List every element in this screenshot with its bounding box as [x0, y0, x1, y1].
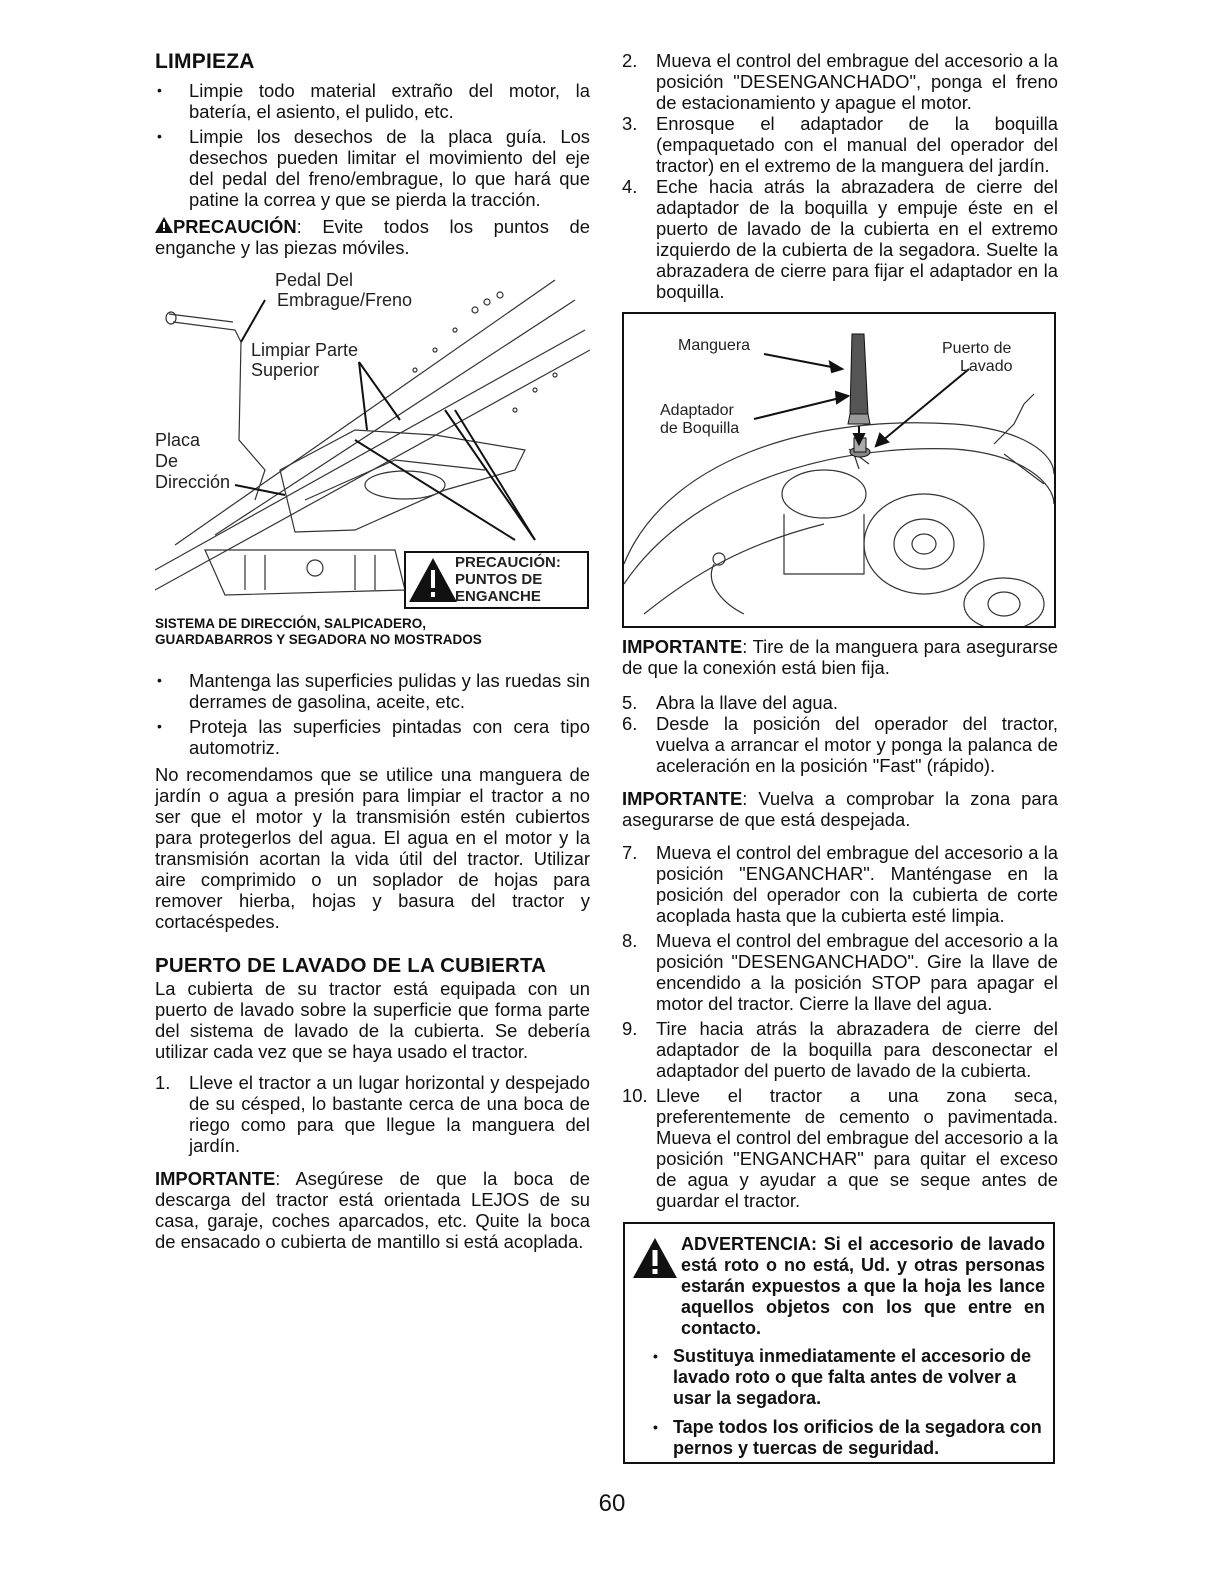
caution-paragraph — [155, 216, 590, 258]
list-item — [155, 1072, 590, 1156]
list-item: • Proteja las superficies pintadas con cera tipo automotriz. — [155, 716, 590, 758]
steering-plate-figure — [155, 270, 590, 612]
caution-label: PRECAUCIÓN — [173, 216, 297, 237]
step-number: 8. — [622, 930, 638, 951]
important-text: : Asegúrese de que la boca de descarga del tractor está orientada LEJOS de su casa, garaje, coches aparcados, etc. Quite la boca de ensacado o cubierta de mantillo si está acoplada. — [155, 1168, 590, 1252]
wash-port-figure — [622, 312, 1056, 628]
list-item — [622, 113, 1058, 176]
label-adapter: Adaptador — [660, 402, 734, 419]
list-item — [622, 692, 1058, 713]
important-label: IMPORTANTE — [155, 1168, 276, 1189]
step-text: Lleve el tractor a un lugar horizontal y despejado de su césped, lo bastante cerca de una boca de riego como para que llegue la manguera del jardín. — [189, 1072, 590, 1156]
label-clean: Limpiar Parte — [251, 340, 359, 360]
list-item — [622, 930, 1058, 1014]
step-text: Lleve el tractor a una zona seca, preferentemente de cemento o pavimentada. Mueva el control del embrague del accesorio a la posición "ENGANCHAR" para quitar el exceso de agua y ayudar a que se seque antes de guardar el tractor. — [656, 1085, 1058, 1211]
list-item — [622, 1085, 1058, 1211]
step-text: Desde la posición del operador del tractor, vuelva a arrancar el motor y ponga la palanca de aceleración en la posición "Fast" (rápido). — [656, 713, 1058, 776]
important-note-3 — [622, 788, 1058, 830]
list-item: • Tape todos los orificios de la segadora con pernos y tuercas de seguridad. — [651, 1417, 1045, 1459]
warn-line-1: PRECAUCIÓN: — [455, 554, 561, 571]
list-item — [622, 50, 1058, 113]
step-number: 6. — [622, 713, 638, 734]
caption-line-2: GUARDABARROS Y SEGADORA NO MOSTRADOS — [155, 632, 482, 647]
important-text: : Vuelva a comprobar la zona para asegurarse de que está despejada. — [622, 788, 1058, 830]
label-pedal: Pedal Del — [275, 270, 354, 290]
label-plate-2: De — [155, 451, 179, 471]
list-item: • Mantenga las superficies pulidas y las ruedas sin derrames de gasolina, aceite, etc. — [155, 670, 590, 712]
label-port-2: Lavado — [960, 358, 1013, 375]
warning-list — [651, 1346, 1045, 1467]
label-pedal-2: Embrague/Freno — [277, 290, 413, 310]
hose-warning-paragraph: No recomendamos que se utilice una manguera de jardín o agua a presión para limpiar el tractor a no ser que el motor y la transmisión estén cubiertos para protegerlos del agua. El agua en el motor y la transmisión acortan la vida útil del tractor. Utilizar aire comprimido o un soplador de hojas para remover hierba, hojas y basura del tractor y cortacéspedes. — [155, 764, 590, 932]
label-plate: Placa — [155, 430, 201, 450]
list-item: • Limpie todo material extraño del motor, la batería, el asiento, el pulido, etc. — [155, 80, 590, 122]
label-clean-2: Superior — [251, 360, 320, 380]
warning-triangle-icon — [155, 216, 173, 237]
step-number: 5. — [622, 692, 638, 713]
steps-7-10 — [622, 842, 1058, 1211]
important-label: IMPORTANTE — [622, 636, 743, 657]
step-text: Mueva el control del embrague del accesorio a la posición "DESENGANCHADO", ponga el freno de estacionamiento y apague el motor. — [656, 50, 1058, 113]
step-text: Eche hacia atrás la abrazadera de cierre del adaptador de la boquilla y empuje éste en el puerto de lavado de la cubierta en el extremo izquierdo de la cubierta de la segadora. Suelte la abrazadera de cierre para fijar el adaptador en la boquilla. — [656, 176, 1058, 302]
step-text: Mueva el control del embrague del accesorio a la posición "DESENGANCHADO". Gire la llave de encendido a la posición STOP para apagar el motor del tractor. Cierre la llave del agua. — [656, 930, 1058, 1014]
important-note-2 — [622, 636, 1058, 678]
label-adapter-2: de Boquilla — [660, 420, 740, 437]
label-port: Puerto de — [942, 340, 1012, 357]
step-number: 9. — [622, 1018, 638, 1039]
warning-triangle-icon — [633, 1238, 677, 1278]
important-note-1 — [155, 1168, 590, 1252]
important-label: IMPORTANTE — [622, 788, 743, 809]
step-text: Abra la llave del agua. — [656, 692, 838, 713]
section-title-limpieza: LIMPIEZA — [155, 50, 255, 73]
warn-line-3: ENGANCHE — [455, 588, 541, 605]
page-number: 60 — [598, 1490, 626, 1517]
steps-5-6 — [622, 692, 1058, 776]
list-item: • Sustituya inmediatamente el accesorio de lavado roto o que falta antes de volver a usar la segadora. — [651, 1346, 1045, 1409]
step-text: Tire hacia atrás la abrazadera de cierre del adaptador de la boquilla para desconectar el adaptador del puerto de lavado de la cubierta. — [656, 1018, 1058, 1081]
important-text: : Tire de la manguera para asegurarse de que la conexión está bien fija. — [622, 636, 1058, 678]
wash-port-intro: La cubierta de su tractor está equipada con un puerto de lavado sobre la superficie que forma parte del sistema de lavado de la cubierta. Se debería utilizar cada vez que se haya usado el tractor. — [155, 978, 590, 1062]
list-item — [622, 1018, 1058, 1081]
step-number: 1. — [155, 1072, 171, 1093]
list-item — [622, 842, 1058, 926]
figure-caption — [155, 616, 590, 648]
step-text: Enrosque el adaptador de la boquilla (empaquetado con el manual del operador del tractor) en el extremo de la manguera del jardín. — [656, 113, 1058, 176]
label-plate-3: Dirección — [155, 472, 231, 492]
steps-left — [155, 1072, 590, 1156]
step-number: 10. — [622, 1085, 648, 1106]
steps-2-4 — [622, 50, 1058, 302]
caption-line-1: SISTEMA DE DIRECCIÓN, SALPICADERO, — [155, 616, 427, 631]
step-number: 4. — [622, 176, 638, 197]
list-item: • Limpie los desechos de la placa guía. Los desechos pueden limitar el movimiento del eje del pedal del freno/embrague, lo que hará que patine la correa y que se pierda la tracción. — [155, 126, 590, 210]
warn-line-2: PUNTOS DE — [455, 571, 543, 588]
step-text: Mueva el control del embrague del accesorio a la posición "ENGANCHAR". Manténgase en la posición del operador con la cubierta de corte acoplada hasta que la cubierta esté limpia. — [656, 842, 1058, 926]
step-number: 2. — [622, 50, 638, 71]
step-number: 7. — [622, 842, 638, 863]
warning-heading: ADVERTENCIA: Si el accesorio de lavado está roto o no está, Ud. y otras personas estarán expuestos a que la hoja les lance aquellos objetos con los que entre en contacto. — [681, 1234, 1045, 1338]
section-title-wash-port: PUERTO DE LAVADO DE LA CUBIERTA — [155, 954, 547, 977]
list-item — [622, 713, 1058, 776]
cleaning-bullets — [155, 80, 590, 210]
step-number: 3. — [622, 113, 638, 134]
list-item — [622, 176, 1058, 302]
right-column — [622, 50, 1058, 1211]
label-hose: Manguera — [678, 337, 751, 354]
left-column — [155, 50, 590, 1252]
warning-box — [623, 1222, 1055, 1464]
protection-bullets — [155, 670, 590, 758]
caution-text: : Evite todos los puntos de enganche y las piezas móviles. — [155, 216, 590, 258]
